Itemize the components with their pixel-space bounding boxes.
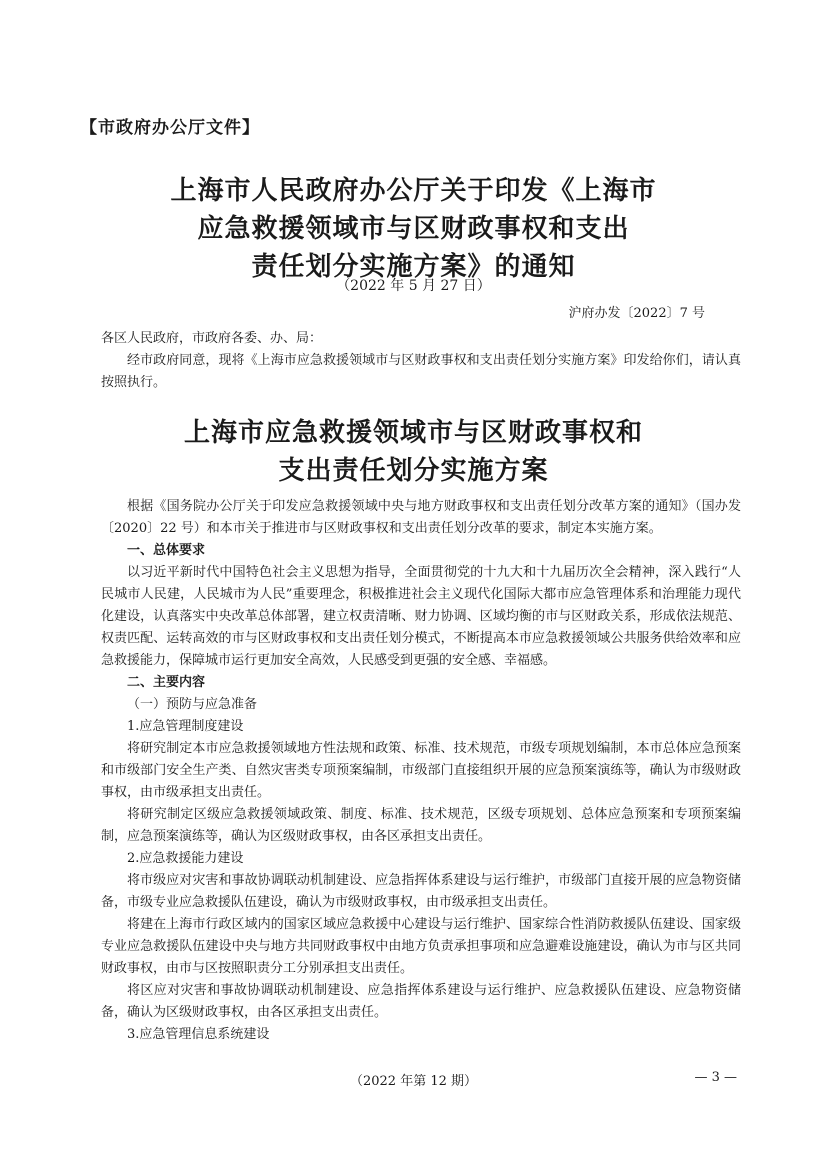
notice-body bbox=[101, 328, 741, 394]
notice-title-line: 责任划分实施方案》的通知 bbox=[251, 252, 576, 282]
notice-title-line: 应急救援领域市与区财政事权和支出 bbox=[197, 214, 630, 244]
plan-title-line: 支出责任划分实施方案 bbox=[278, 456, 549, 486]
section-heading: 一、总体要求 bbox=[127, 543, 206, 558]
section-paragraph: 将研究制定本市应急救援领域地方性法规和政策、标准、技术规范，市级专项规划编制，本市总体应急预案和市级部门安全生产类、自然灾害类专项预案编制，市级部门直接组织开展的应急预案演练等，确认为市级财政事权，由市级承担支出责任。 bbox=[101, 741, 741, 800]
plan-title-line: 上海市应急救援领域市与区财政事权和 bbox=[183, 418, 643, 448]
recipients: 各区人民政府，市政府各委、办、局： bbox=[101, 331, 323, 346]
section-paragraph: 将建在上海市行政区域内的国家区域应急救援中心建设与运行维护、国家综合性消防救援队伍建设、国家级专业应急救援队伍建设中央与地方共同财政事权中由地方负责承担事项和应急避难设施建设，确认为市与区共同财政事权，由市与区按照职责分工分别承担支出责任。 bbox=[101, 917, 741, 976]
issue-label: （2022 年第 12 期） bbox=[349, 1074, 478, 1089]
notice-title-line: 上海市人民政府办公厅关于印发《上海市 bbox=[170, 176, 657, 206]
page-number: — 3 — bbox=[694, 1070, 737, 1085]
item-heading: 3.应急管理信息系统建设 bbox=[127, 1027, 270, 1042]
item-heading: 2.应急救援能力建设 bbox=[127, 851, 244, 866]
section-paragraph: 将市级应对灾害和事故协调联动机制建设、应急指挥体系建设与运行维护，市级部门直接开展的应急物资储备，市级专业应急救援队伍建设，确认为市级财政事权，由市级承担支出责任。 bbox=[101, 873, 741, 910]
notice-title bbox=[80, 172, 747, 286]
section-paragraph: 将研究制定区级应急救援领域政策、制度、标准、技术规范，区级专项规划、总体应急预案和专项预案编制，应急预案演练等，确认为区级财政事权，由各区承担支出责任。 bbox=[101, 807, 741, 844]
intro-paragraph: 根据《国务院办公厅关于印发应急救援领域中央与地方财政事权和支出责任划分改革方案的通知》（国办发〔2020〕22 号）和本市关于推进市与区财政事权和支出责任划分改革的要求，制定本实施方案。 bbox=[101, 499, 741, 536]
plan-body bbox=[101, 496, 741, 1046]
section-paragraph: 以习近平新时代中国特色社会主义思想为指导，全面贯彻党的十九大和十九届历次全会精神，深入践行“人民城市人民建，人民城市为人民”重要理念，积极推进社会主义现代化国际大都市应急管理体系和治理能力现代化建设，认真落实中央改革总体部署，建立权责清晰、财力协调、区域均衡的市与区财政关系，形成依法规范、权责匹配、运转高效的市与区财政事权和支出责任划分模式，不断提高本市应急救援领域公共服务供给效率和应急救援能力，保障城市运行更加安全高效，人民感受到更强的安全感、幸福感。 bbox=[101, 565, 741, 668]
notice-paragraph: 经市政府同意，现将《上海市应急救援领域市与区财政事权和支出责任划分实施方案》印发给你们，请认真按照执行。 bbox=[101, 353, 741, 390]
notice-date: （2022 年 5 月 27 日） bbox=[336, 278, 491, 294]
item-heading: 1.应急管理制度建设 bbox=[127, 719, 244, 734]
section-heading: 二、主要内容 bbox=[127, 675, 206, 690]
subsection-heading: （一）预防与应急准备 bbox=[127, 697, 258, 712]
section-paragraph: 将区应对灾害和事故协调联动机制建设、应急指挥体系建设与运行维护、应急救援队伍建设、应急物资储备，确认为区级财政事权，由各区承担支出责任。 bbox=[101, 983, 741, 1020]
plan-title bbox=[80, 414, 747, 490]
document-category-tag: 【市政府办公厅文件】 bbox=[80, 118, 260, 138]
document-number: 沪府办发〔2022〕7 号 bbox=[568, 306, 705, 321]
